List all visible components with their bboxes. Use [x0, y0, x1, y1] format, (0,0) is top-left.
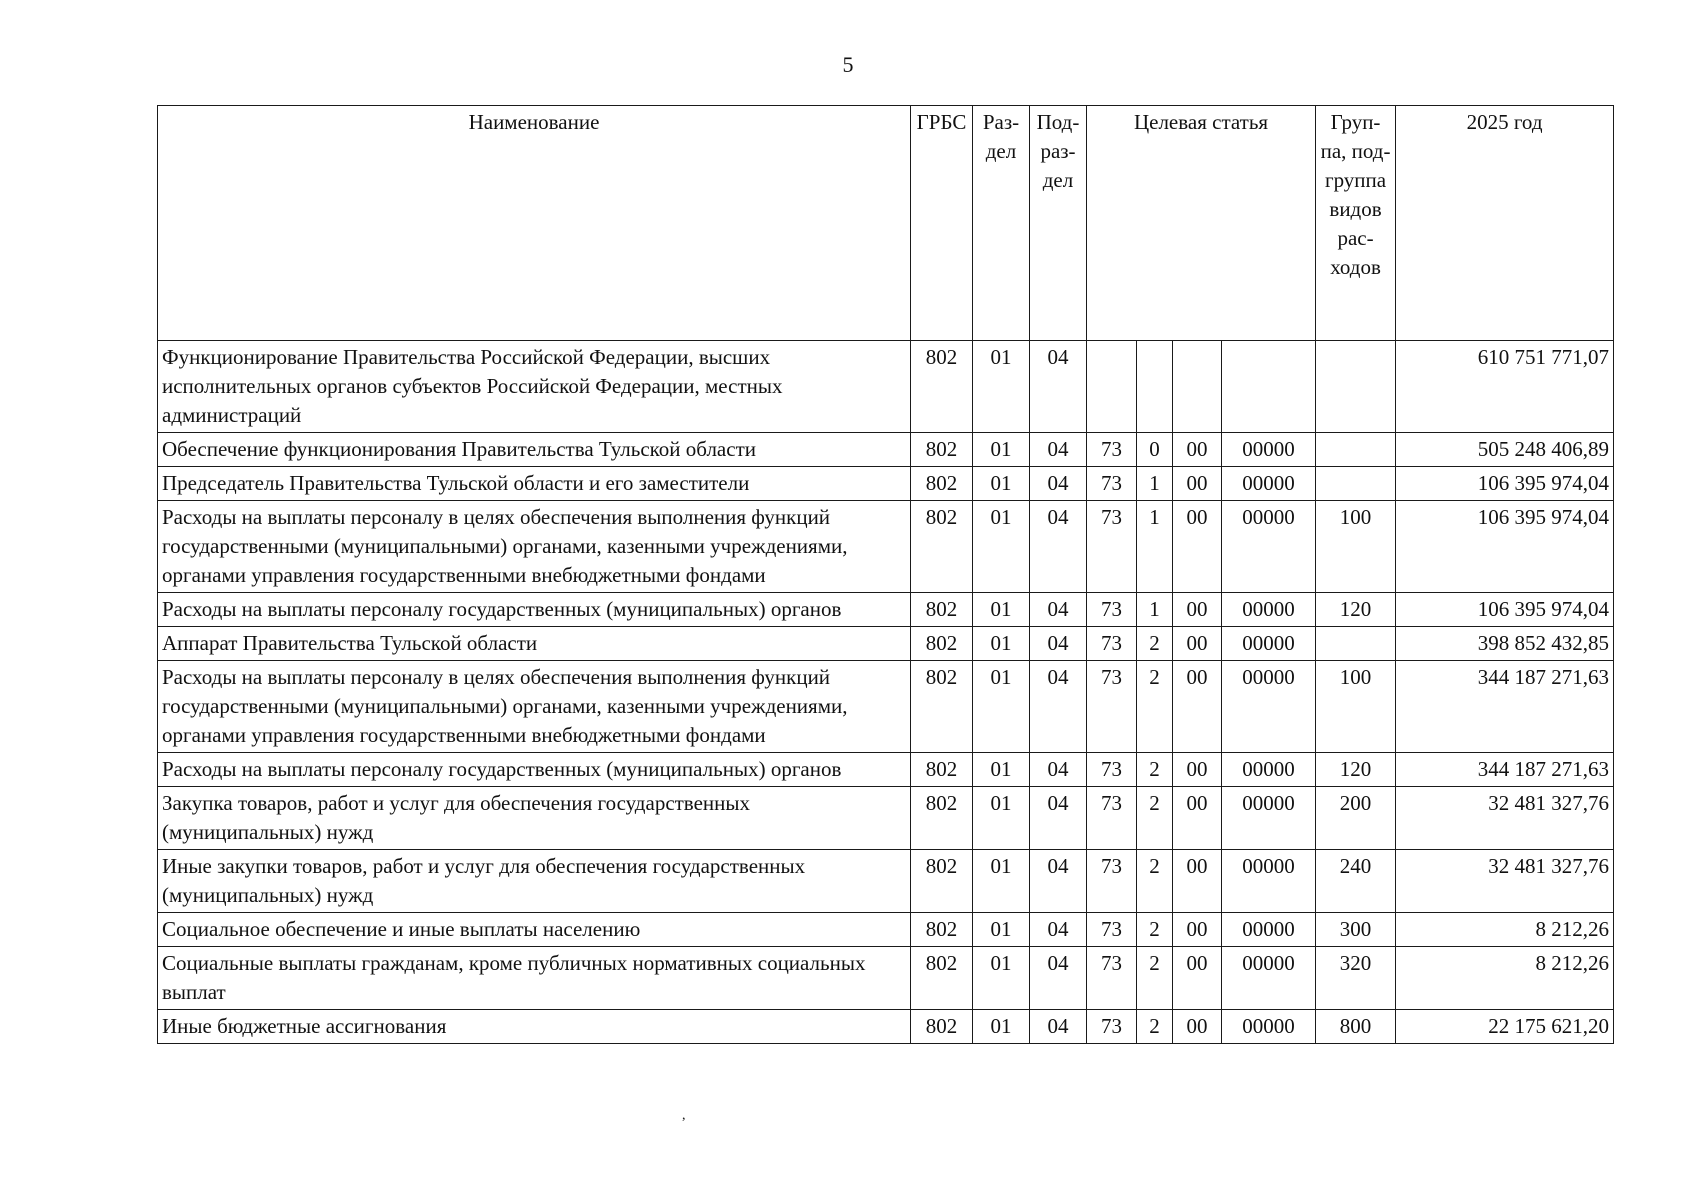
cell-podrazdel: 04: [1030, 661, 1087, 753]
cell-target-program: 73: [1087, 947, 1137, 1010]
table-row: [158, 787, 1614, 850]
cell-target-event: [1173, 341, 1222, 433]
cell-expense-group: 800: [1316, 1010, 1396, 1044]
cell-target-event: 00: [1173, 913, 1222, 947]
cell-target-event: 00: [1173, 593, 1222, 627]
cell-expense-group: [1316, 467, 1396, 501]
cell-target-direction: 00000: [1222, 787, 1316, 850]
cell-razdel: 01: [973, 1010, 1030, 1044]
cell-razdel: 01: [973, 787, 1030, 850]
cell-target-program: 73: [1087, 1010, 1137, 1044]
table-row: [158, 501, 1614, 593]
cell-target-program: 73: [1087, 661, 1137, 753]
cell-target-program: 73: [1087, 913, 1137, 947]
cell-target-program: 73: [1087, 753, 1137, 787]
cell-target-subprogram: 2: [1137, 913, 1173, 947]
header-grbs: ГРБС: [911, 106, 973, 341]
cell-expense-group: 100: [1316, 501, 1396, 593]
cell-name: Социальное обеспечение и иные выплаты населению: [158, 913, 911, 947]
cell-razdel: 01: [973, 850, 1030, 913]
cell-target-event: 00: [1173, 850, 1222, 913]
cell-razdel: 01: [973, 753, 1030, 787]
cell-target-program: 73: [1087, 501, 1137, 593]
cell-amount: 106 395 974,04: [1396, 593, 1614, 627]
cell-grbs: 802: [911, 661, 973, 753]
cell-target-subprogram: [1137, 341, 1173, 433]
cell-expense-group: 120: [1316, 753, 1396, 787]
cell-expense-group: 300: [1316, 913, 1396, 947]
cell-target-subprogram: 2: [1137, 627, 1173, 661]
cell-expense-group: 120: [1316, 593, 1396, 627]
cell-target-event: 00: [1173, 501, 1222, 593]
cell-name: Социальные выплаты гражданам, кроме публичных нормативных социальных выплат: [158, 947, 911, 1010]
cell-target-event: 00: [1173, 627, 1222, 661]
cell-name: Председатель Правительства Тульской области и его заместители: [158, 467, 911, 501]
cell-target-program: 73: [1087, 627, 1137, 661]
cell-grbs: 802: [911, 787, 973, 850]
cell-name: Иные бюджетные ассигнования: [158, 1010, 911, 1044]
cell-target-direction: 00000: [1222, 501, 1316, 593]
cell-podrazdel: 04: [1030, 593, 1087, 627]
cell-razdel: 01: [973, 913, 1030, 947]
cell-amount: 32 481 327,76: [1396, 787, 1614, 850]
cell-amount: 106 395 974,04: [1396, 467, 1614, 501]
cell-name: Расходы на выплаты персоналу в целях обеспечения выполнения функций государственными (муниципальными) органами, казенными учреждениями, органами управления государственными внебюджетными фондами: [158, 501, 911, 593]
table-row: [158, 341, 1614, 433]
table-row: [158, 467, 1614, 501]
cell-podrazdel: 04: [1030, 787, 1087, 850]
cell-expense-group: 200: [1316, 787, 1396, 850]
cell-razdel: 01: [973, 593, 1030, 627]
cell-razdel: 01: [973, 341, 1030, 433]
cell-expense-group: [1316, 627, 1396, 661]
cell-amount: 106 395 974,04: [1396, 501, 1614, 593]
cell-podrazdel: 04: [1030, 850, 1087, 913]
cell-grbs: 802: [911, 467, 973, 501]
cell-target-event: 00: [1173, 787, 1222, 850]
cell-target-event: 00: [1173, 661, 1222, 753]
cell-podrazdel: 04: [1030, 433, 1087, 467]
cell-expense-group: 320: [1316, 947, 1396, 1010]
cell-razdel: 01: [973, 661, 1030, 753]
header-name: Наименование: [158, 106, 911, 341]
cell-target-event: 00: [1173, 1010, 1222, 1044]
cell-name: Расходы на выплаты персоналу государственных (муниципальных) органов: [158, 753, 911, 787]
cell-target-program: 73: [1087, 593, 1137, 627]
table-row: [158, 593, 1614, 627]
cell-target-event: 00: [1173, 467, 1222, 501]
cell-expense-group: 240: [1316, 850, 1396, 913]
cell-expense-group: [1316, 341, 1396, 433]
cell-target-program: 73: [1087, 433, 1137, 467]
page-number: 5: [842, 52, 854, 77]
cell-name: Иные закупки товаров, работ и услуг для обеспечения государственных (муниципальных) нужд: [158, 850, 911, 913]
cell-target-program: [1087, 341, 1137, 433]
cell-target-direction: 00000: [1222, 661, 1316, 753]
cell-name: Аппарат Правительства Тульской области: [158, 627, 911, 661]
cell-target-subprogram: 2: [1137, 1010, 1173, 1044]
cell-target-direction: 00000: [1222, 433, 1316, 467]
table-row: [158, 850, 1614, 913]
cell-target-direction: 00000: [1222, 913, 1316, 947]
cell-target-subprogram: 2: [1137, 947, 1173, 1010]
cell-amount: 32 481 327,76: [1396, 850, 1614, 913]
cell-target-direction: [1222, 341, 1316, 433]
cell-target-direction: 00000: [1222, 947, 1316, 1010]
cell-grbs: 802: [911, 593, 973, 627]
cell-target-subprogram: 2: [1137, 787, 1173, 850]
cell-amount: 22 175 621,20: [1396, 1010, 1614, 1044]
cell-grbs: 802: [911, 913, 973, 947]
cell-expense-group: [1316, 433, 1396, 467]
cell-amount: 505 248 406,89: [1396, 433, 1614, 467]
cell-podrazdel: 04: [1030, 467, 1087, 501]
cell-podrazdel: 04: [1030, 341, 1087, 433]
table-row: [158, 913, 1614, 947]
cell-razdel: 01: [973, 501, 1030, 593]
cell-target-subprogram: 2: [1137, 753, 1173, 787]
header-razdel: Раз- дел: [973, 106, 1030, 341]
cell-grbs: 802: [911, 753, 973, 787]
cell-razdel: 01: [973, 433, 1030, 467]
table-header: [158, 106, 1614, 341]
cell-amount: 344 187 271,63: [1396, 753, 1614, 787]
cell-target-direction: 00000: [1222, 593, 1316, 627]
cell-amount: 610 751 771,07: [1396, 341, 1614, 433]
cell-amount: 8 212,26: [1396, 913, 1614, 947]
table-row: [158, 1010, 1614, 1044]
header-row: [158, 106, 1614, 341]
cell-podrazdel: 04: [1030, 753, 1087, 787]
table-row: [158, 433, 1614, 467]
cell-amount: 8 212,26: [1396, 947, 1614, 1010]
cell-target-subprogram: 1: [1137, 593, 1173, 627]
cell-target-event: 00: [1173, 947, 1222, 1010]
cell-razdel: 01: [973, 947, 1030, 1010]
cell-grbs: 802: [911, 947, 973, 1010]
scan-mark: ,: [682, 1108, 686, 1123]
cell-target-subprogram: 2: [1137, 661, 1173, 753]
cell-target-direction: 00000: [1222, 1010, 1316, 1044]
cell-razdel: 01: [973, 467, 1030, 501]
cell-target-event: 00: [1173, 753, 1222, 787]
header-year: 2025 год: [1396, 106, 1614, 341]
cell-name: Закупка товаров, работ и услуг для обеспечения государственных (муниципальных) нужд: [158, 787, 911, 850]
table-row: [158, 661, 1614, 753]
header-expense-group: Груп- па, под- группа видов рас- ходов: [1316, 106, 1396, 341]
cell-podrazdel: 04: [1030, 1010, 1087, 1044]
table-body: [158, 341, 1614, 1044]
cell-grbs: 802: [911, 1010, 973, 1044]
cell-target-subprogram: 1: [1137, 467, 1173, 501]
cell-podrazdel: 04: [1030, 947, 1087, 1010]
cell-podrazdel: 04: [1030, 913, 1087, 947]
table-row: [158, 627, 1614, 661]
table-row: [158, 947, 1614, 1010]
cell-grbs: 802: [911, 627, 973, 661]
cell-expense-group: 100: [1316, 661, 1396, 753]
cell-target-event: 00: [1173, 433, 1222, 467]
cell-target-direction: 00000: [1222, 753, 1316, 787]
cell-target-subprogram: 1: [1137, 501, 1173, 593]
cell-target-program: 73: [1087, 850, 1137, 913]
cell-razdel: 01: [973, 627, 1030, 661]
cell-target-direction: 00000: [1222, 627, 1316, 661]
cell-amount: 344 187 271,63: [1396, 661, 1614, 753]
cell-name: Обеспечение функционирования Правительства Тульской области: [158, 433, 911, 467]
cell-target-direction: 00000: [1222, 850, 1316, 913]
cell-target-direction: 00000: [1222, 467, 1316, 501]
header-podrazdel: Под- раз- дел: [1030, 106, 1087, 341]
budget-table: [157, 105, 1614, 1044]
cell-podrazdel: 04: [1030, 501, 1087, 593]
cell-name: Расходы на выплаты персоналу в целях обеспечения выполнения функций государственными (муниципальными) органами, казенными учреждениями, органами управления государственными внебюджетными фондами: [158, 661, 911, 753]
cell-target-program: 73: [1087, 467, 1137, 501]
cell-name: Функционирование Правительства Российской Федерации, высших исполнительных органов субъектов Российской Федерации, местных администраций: [158, 341, 911, 433]
cell-podrazdel: 04: [1030, 627, 1087, 661]
cell-name: Расходы на выплаты персоналу государственных (муниципальных) органов: [158, 593, 911, 627]
cell-target-subprogram: 0: [1137, 433, 1173, 467]
cell-amount: 398 852 432,85: [1396, 627, 1614, 661]
header-target-article: Целевая статья: [1087, 106, 1316, 341]
cell-grbs: 802: [911, 433, 973, 467]
cell-target-program: 73: [1087, 787, 1137, 850]
table-row: [158, 753, 1614, 787]
cell-grbs: 802: [911, 341, 973, 433]
cell-grbs: 802: [911, 850, 973, 913]
cell-target-subprogram: 2: [1137, 850, 1173, 913]
cell-grbs: 802: [911, 501, 973, 593]
